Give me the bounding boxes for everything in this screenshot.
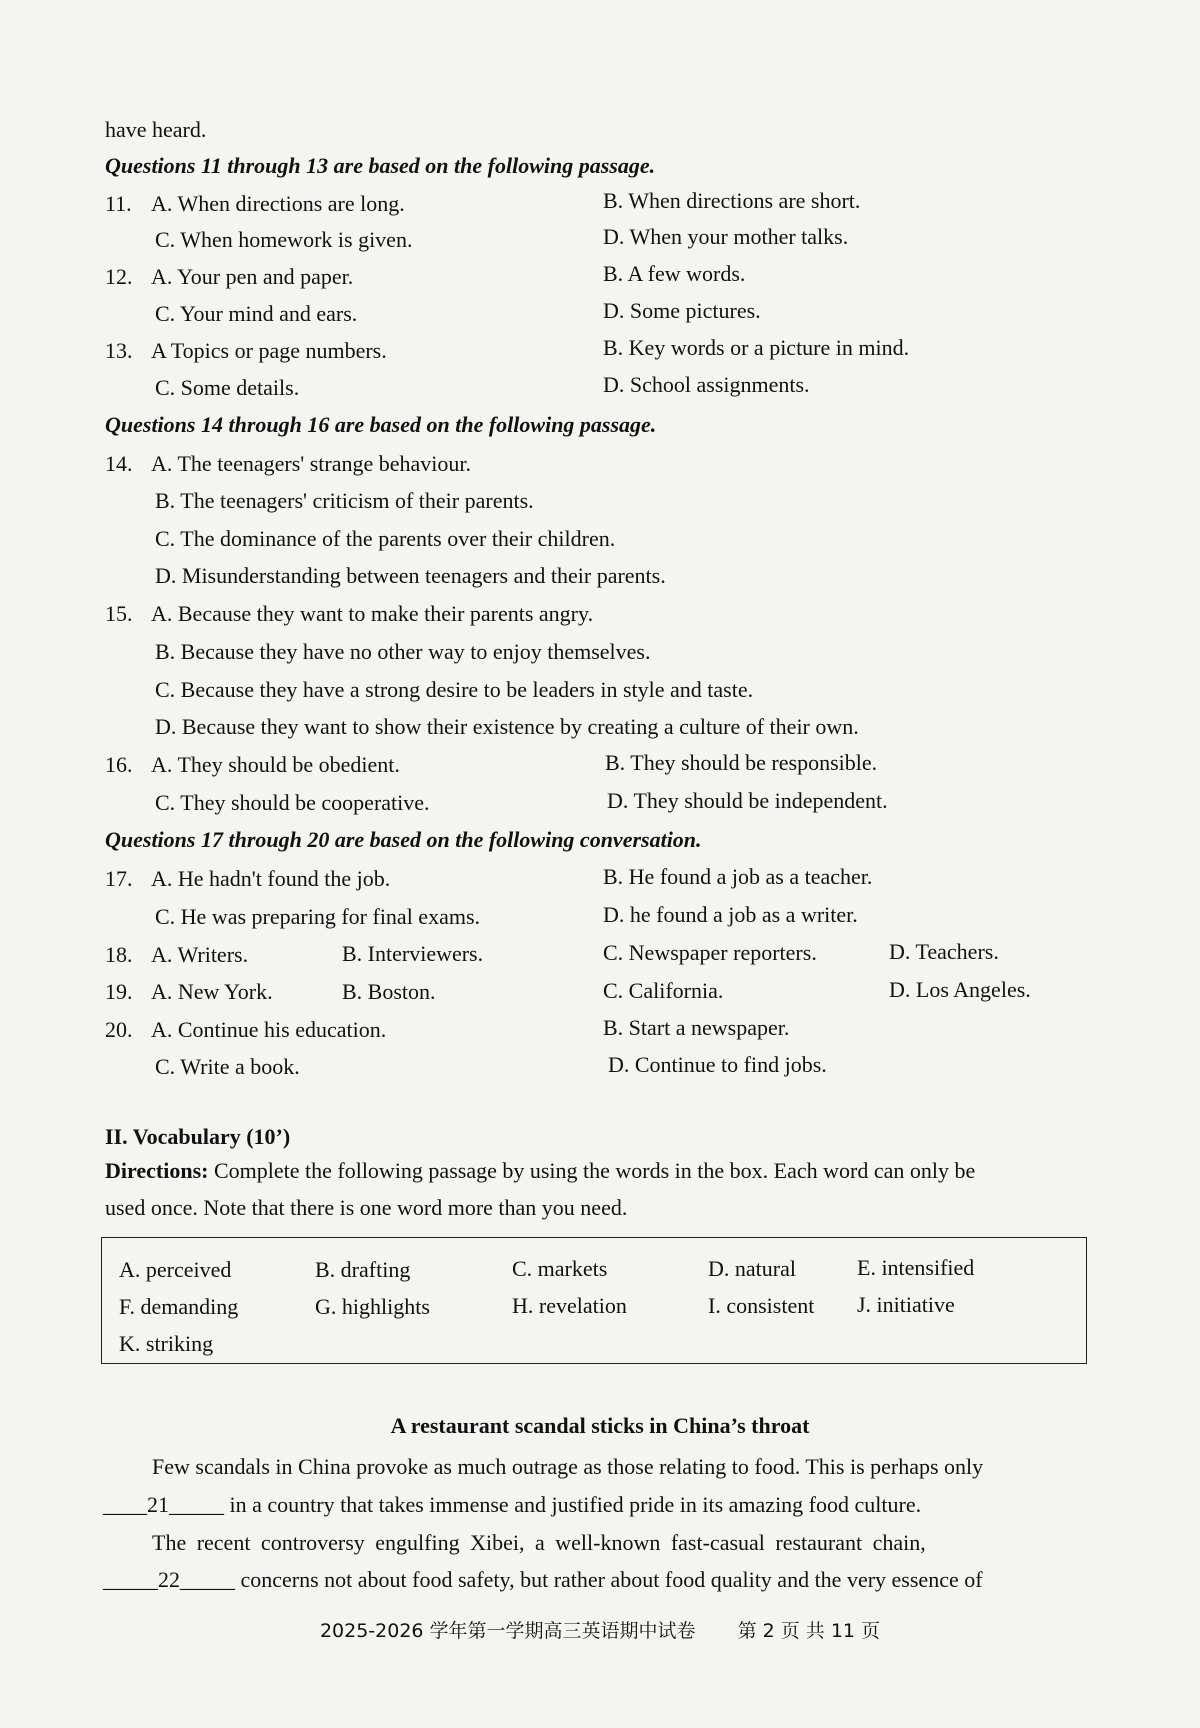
word-option-d: D. natural xyxy=(708,1256,796,1281)
q15-option-b: B. Because they have no other way to enjoy themselves. xyxy=(155,639,651,664)
page-number: 第 2 页 共 11 页 xyxy=(737,1620,881,1642)
continued-text: have heard. xyxy=(105,117,207,142)
q15-option-a: 15. A. Because they want to make their parents angry. xyxy=(105,601,594,626)
q16-option-d: D. They should be independent. xyxy=(607,788,888,813)
q16-option-c: C. They should be cooperative. xyxy=(155,790,430,815)
directions-label: Directions: xyxy=(105,1158,209,1183)
passage-line-1: Few scandals in China provoke as much outrage as those relating to food. This is perhaps only xyxy=(152,1454,984,1479)
word-option-i: I. consistent xyxy=(708,1293,815,1318)
word-option-a: A. perceived xyxy=(119,1257,232,1282)
q18-option-c: C. Newspaper reporters. xyxy=(603,940,817,965)
q14-option-b: B. The teenagers' criticism of their parents. xyxy=(155,488,534,513)
q17-option-d: D. he found a job as a writer. xyxy=(603,902,858,927)
q20-option-c: C. Write a book. xyxy=(155,1054,300,1079)
q11-number: 11. xyxy=(105,191,132,216)
q19-number: 19. xyxy=(105,979,133,1004)
q13-option-c: C. Some details. xyxy=(155,375,300,400)
q18-number: 18. xyxy=(105,942,133,967)
q17-option-b: B. He found a job as a teacher. xyxy=(603,864,873,889)
q20-option-b: B. Start a newspaper. xyxy=(603,1015,790,1040)
q18-option-a: 18. A. Writers. xyxy=(105,942,249,967)
directions-line-1: Directions: Complete the following passage by using the words in the box. Each word can only be xyxy=(105,1158,976,1183)
q11-option-b: B. When directions are short. xyxy=(603,188,861,213)
q11-option-c: C. When homework is given. xyxy=(155,227,413,252)
q12-number: 12. xyxy=(105,264,133,289)
q16-option-b: B. They should be responsible. xyxy=(605,750,878,775)
q20-number: 20. xyxy=(105,1017,133,1042)
q13-option-b: B. Key words or a picture in mind. xyxy=(603,335,910,360)
q19-option-c: C. California. xyxy=(603,978,724,1003)
blank-22[interactable]: _____22_____ xyxy=(103,1567,235,1592)
q11-option-a: 11. A. When directions are long. xyxy=(105,191,405,216)
word-option-f: F. demanding xyxy=(119,1294,239,1319)
q12-option-a: 12. A. Your pen and paper. xyxy=(105,264,354,289)
directions-line-2: used once. Note that there is one word more than you need. xyxy=(105,1195,628,1220)
q12-option-c: C. Your mind and ears. xyxy=(155,301,358,326)
word-option-k: K. striking xyxy=(119,1331,214,1356)
heading-q11-13: Questions 11 through 13 are based on the following passage. xyxy=(105,153,656,178)
exam-name: 2025-2026 学年第一学期高三英语期中试卷 xyxy=(319,1620,696,1642)
section-ii-title: II. Vocabulary (10’) xyxy=(105,1124,291,1149)
word-option-c: C. markets xyxy=(512,1256,608,1281)
q19-option-a: 19. A. New York. xyxy=(105,979,273,1004)
q11-option-d: D. When your mother talks. xyxy=(603,224,849,249)
heading-q14-16: Questions 14 through 16 are based on the following passage. xyxy=(105,412,657,437)
q13-number: 13. xyxy=(105,338,133,363)
q14-number: 14. xyxy=(105,451,133,476)
q20-option-a: 20. A. Continue his education. xyxy=(105,1017,387,1042)
word-option-h: H. revelation xyxy=(512,1293,627,1318)
word-option-b: B. drafting xyxy=(315,1257,411,1282)
q17-option-c: C. He was preparing for final exams. xyxy=(155,904,481,929)
q14-option-d: D. Misunderstanding between teenagers and their parents. xyxy=(155,563,666,588)
heading-q17-20: Questions 17 through 20 are based on the following conversation. xyxy=(105,827,702,852)
q12-option-d: D. Some pictures. xyxy=(603,298,761,323)
q15-option-d: D. Because they want to show their existence by creating a culture of their own. xyxy=(155,714,859,739)
q20-option-d: D. Continue to find jobs. xyxy=(608,1052,827,1077)
word-option-e: E. intensified xyxy=(857,1255,975,1280)
word-option-g: G. highlights xyxy=(315,1294,430,1319)
blank-21[interactable]: ____21_____ xyxy=(103,1492,224,1517)
q19-option-b: B. Boston. xyxy=(342,979,436,1004)
word-option-j: J. initiative xyxy=(857,1292,955,1317)
passage-line-3: The recent controversy engulfing Xibei, a well-known fast-casual restaurant chain, xyxy=(152,1530,926,1555)
word-box xyxy=(101,1237,1087,1364)
q19-option-d: D. Los Angeles. xyxy=(889,977,1031,1002)
q18-option-b: B. Interviewers. xyxy=(342,941,484,966)
q12-option-b: B. A few words. xyxy=(603,261,746,286)
q17-number: 17. xyxy=(105,866,133,891)
q15-option-c: C. Because they have a strong desire to be leaders in style and taste. xyxy=(155,677,754,702)
q18-option-d: D. Teachers. xyxy=(889,939,999,964)
q13-option-d: D. School assignments. xyxy=(603,372,810,397)
q16-option-a: 16. A. They should be obedient. xyxy=(105,752,400,777)
passage-line-4: _____22_____ concerns not about food safety, but rather about food quality and the very essence of xyxy=(103,1567,983,1592)
q13-option-a: 13. A Topics or page numbers. xyxy=(105,338,387,363)
q16-number: 16. xyxy=(105,752,133,777)
passage-title: A restaurant scandal sticks in China’s throat xyxy=(390,1413,810,1438)
page-footer xyxy=(0,1616,1200,1643)
q15-number: 15. xyxy=(105,601,133,626)
passage-line-2: ____21_____ in a country that takes immense and justified pride in its amazing food culture. xyxy=(103,1492,922,1517)
q14-option-c: C. The dominance of the parents over their children. xyxy=(155,526,616,551)
q14-option-a: 14. A. The teenagers' strange behaviour. xyxy=(105,451,471,476)
q17-option-a: 17. A. He hadn't found the job. xyxy=(105,866,391,891)
